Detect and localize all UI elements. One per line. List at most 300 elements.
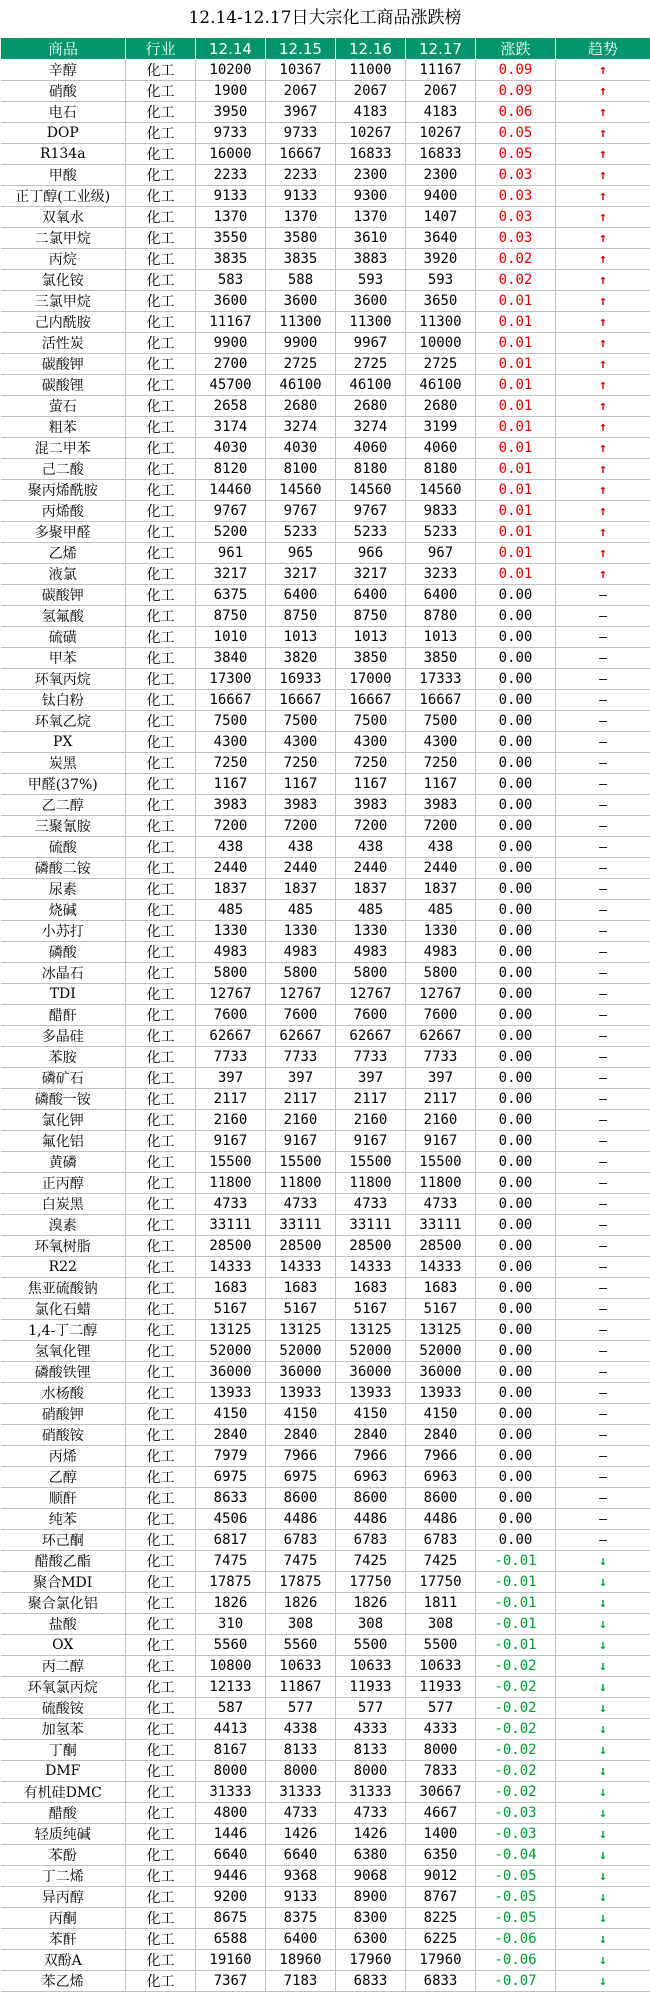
change-cell: 0.00	[476, 1005, 556, 1026]
price-cell-4: 9833	[406, 501, 476, 522]
table-row	[1, 270, 650, 291]
price-cell-2: 3600	[266, 291, 336, 312]
price-cell-3: 6380	[336, 1845, 406, 1866]
change-cell: 0.00	[476, 1047, 556, 1068]
change-cell: -0.01	[476, 1635, 556, 1656]
change-cell: 0.03	[476, 186, 556, 207]
table-row	[1, 1047, 650, 1068]
price-cell-2: 6640	[266, 1845, 336, 1866]
price-cell-2: 9900	[266, 333, 336, 354]
table-row	[1, 207, 650, 228]
change-cell: 0.01	[476, 564, 556, 585]
price-cell-3: 1837	[336, 879, 406, 900]
price-cell-3: 6963	[336, 1467, 406, 1488]
price-cell-4: 4300	[406, 732, 476, 753]
header-date-4: 12.17	[406, 38, 476, 60]
price-cell-3: 308	[336, 1614, 406, 1635]
price-cell-4: 10000	[406, 333, 476, 354]
industry-cell: 化工	[126, 270, 196, 291]
price-cell-2: 12767	[266, 984, 336, 1005]
table-row	[1, 1635, 650, 1656]
industry-cell: 化工	[126, 1446, 196, 1467]
table-row	[1, 501, 650, 522]
price-cell-3: 17750	[336, 1572, 406, 1593]
price-cell-4: 52000	[406, 1341, 476, 1362]
industry-cell: 化工	[126, 1593, 196, 1614]
table-row	[1, 1866, 650, 1887]
industry-cell: 化工	[126, 1173, 196, 1194]
change-cell: 0.05	[476, 144, 556, 165]
dash-icon: –	[556, 732, 650, 753]
price-cell-2: 1013	[266, 627, 336, 648]
table-row	[1, 354, 650, 375]
price-cell-1: 438	[196, 837, 266, 858]
commodity-cell: 焦亚硫酸钠	[1, 1278, 126, 1299]
arrow-down-icon: ↓	[556, 1551, 650, 1572]
table-row	[1, 165, 650, 186]
industry-cell: 化工	[126, 585, 196, 606]
table-row	[1, 795, 650, 816]
price-cell-3: 28500	[336, 1236, 406, 1257]
commodity-cell: R134a	[1, 144, 126, 165]
price-cell-1: 6640	[196, 1845, 266, 1866]
price-cell-1: 310	[196, 1614, 266, 1635]
price-cell-3: 397	[336, 1068, 406, 1089]
change-cell: 0.00	[476, 1257, 556, 1278]
arrow-down-icon: ↓	[556, 1782, 650, 1803]
commodity-cell: 正丙醇	[1, 1173, 126, 1194]
arrow-down-icon: ↓	[556, 1971, 650, 1992]
industry-cell: 化工	[126, 396, 196, 417]
commodity-cell: 黄磷	[1, 1152, 126, 1173]
industry-cell: 化工	[126, 354, 196, 375]
commodity-cell: 磷酸	[1, 942, 126, 963]
price-cell-4: 4060	[406, 438, 476, 459]
table-row	[1, 669, 650, 690]
industry-cell: 化工	[126, 1929, 196, 1950]
price-cell-3: 4733	[336, 1803, 406, 1824]
table-row	[1, 1005, 650, 1026]
header-change: 涨跌	[476, 38, 556, 60]
price-cell-4: 5800	[406, 963, 476, 984]
price-cell-4: 1330	[406, 921, 476, 942]
price-cell-4: 15500	[406, 1152, 476, 1173]
change-cell: 0.03	[476, 207, 556, 228]
industry-cell: 化工	[126, 1131, 196, 1152]
table-body	[1, 60, 650, 1992]
price-cell-3: 1683	[336, 1278, 406, 1299]
price-cell-1: 13125	[196, 1320, 266, 1341]
change-cell: 0.00	[476, 879, 556, 900]
price-cell-2: 16933	[266, 669, 336, 690]
price-cell-1: 6375	[196, 585, 266, 606]
change-cell: -0.02	[476, 1782, 556, 1803]
industry-cell: 化工	[126, 879, 196, 900]
commodity-cell: 环氧树脂	[1, 1236, 126, 1257]
price-cell-4: 11167	[406, 60, 476, 81]
dash-icon: –	[556, 858, 650, 879]
price-cell-2: 1330	[266, 921, 336, 942]
commodity-cell: 乙二醇	[1, 795, 126, 816]
price-cell-2: 13125	[266, 1320, 336, 1341]
price-cell-4: 3983	[406, 795, 476, 816]
change-cell: 0.00	[476, 1068, 556, 1089]
price-cell-2: 3820	[266, 648, 336, 669]
commodity-cell: 萤石	[1, 396, 126, 417]
change-cell: -0.01	[476, 1551, 556, 1572]
industry-cell: 化工	[126, 333, 196, 354]
price-cell-3: 4060	[336, 438, 406, 459]
change-cell: 0.00	[476, 837, 556, 858]
dash-icon: –	[556, 1278, 650, 1299]
dash-icon: –	[556, 711, 650, 732]
table-row	[1, 1488, 650, 1509]
dash-icon: –	[556, 963, 650, 984]
table-row	[1, 1908, 650, 1929]
price-cell-3: 11000	[336, 60, 406, 81]
commodity-cell: 烧碱	[1, 900, 126, 921]
industry-cell: 化工	[126, 1509, 196, 1530]
industry-cell: 化工	[126, 1404, 196, 1425]
price-cell-2: 397	[266, 1068, 336, 1089]
table-row	[1, 459, 650, 480]
price-cell-2: 3983	[266, 795, 336, 816]
arrow-up-icon: ↑	[556, 312, 650, 333]
table-row	[1, 879, 650, 900]
price-cell-2: 7500	[266, 711, 336, 732]
commodity-table	[0, 37, 650, 1992]
price-cell-1: 28500	[196, 1236, 266, 1257]
price-cell-4: 4983	[406, 942, 476, 963]
price-cell-1: 4506	[196, 1509, 266, 1530]
table-row	[1, 1509, 650, 1530]
price-cell-3: 4333	[336, 1719, 406, 1740]
price-cell-4: 4150	[406, 1404, 476, 1425]
price-cell-3: 2440	[336, 858, 406, 879]
price-cell-1: 3174	[196, 417, 266, 438]
price-cell-3: 2840	[336, 1425, 406, 1446]
change-cell: 0.00	[476, 1341, 556, 1362]
dash-icon: –	[556, 606, 650, 627]
price-cell-4: 1167	[406, 774, 476, 795]
commodity-cell: 多聚甲醛	[1, 522, 126, 543]
change-cell: 0.00	[476, 1530, 556, 1551]
commodity-cell: 辛醇	[1, 60, 126, 81]
price-cell-1: 16000	[196, 144, 266, 165]
industry-cell: 化工	[126, 942, 196, 963]
table-row	[1, 1761, 650, 1782]
table-row	[1, 1929, 650, 1950]
price-cell-1: 2117	[196, 1089, 266, 1110]
commodity-cell: 异丙醇	[1, 1887, 126, 1908]
price-cell-4: 3199	[406, 417, 476, 438]
industry-cell: 化工	[126, 1530, 196, 1551]
table-row	[1, 60, 650, 81]
arrow-up-icon: ↑	[556, 438, 650, 459]
table-row	[1, 921, 650, 942]
arrow-up-icon: ↑	[556, 207, 650, 228]
price-cell-4: 4667	[406, 1803, 476, 1824]
price-cell-3: 36000	[336, 1362, 406, 1383]
price-cell-2: 8600	[266, 1488, 336, 1509]
price-cell-1: 3840	[196, 648, 266, 669]
arrow-up-icon: ↑	[556, 522, 650, 543]
price-cell-3: 9068	[336, 1866, 406, 1887]
price-cell-3: 1370	[336, 207, 406, 228]
price-cell-4: 12767	[406, 984, 476, 1005]
price-cell-4: 9167	[406, 1131, 476, 1152]
change-cell: 0.09	[476, 81, 556, 102]
price-cell-4: 17333	[406, 669, 476, 690]
price-cell-3: 593	[336, 270, 406, 291]
price-cell-3: 7600	[336, 1005, 406, 1026]
industry-cell: 化工	[126, 1803, 196, 1824]
price-cell-3: 10633	[336, 1656, 406, 1677]
change-cell: 0.00	[476, 942, 556, 963]
price-cell-3: 4300	[336, 732, 406, 753]
industry-cell: 化工	[126, 900, 196, 921]
change-cell: -0.02	[476, 1761, 556, 1782]
table-row	[1, 1026, 650, 1047]
table-row	[1, 1446, 650, 1467]
price-cell-1: 1330	[196, 921, 266, 942]
change-cell: 0.00	[476, 1026, 556, 1047]
header-trend: 趋势	[556, 38, 650, 60]
change-cell: 0.00	[476, 1215, 556, 1236]
price-cell-2: 6975	[266, 1467, 336, 1488]
price-cell-3: 3600	[336, 291, 406, 312]
price-cell-2: 10367	[266, 60, 336, 81]
price-cell-1: 4413	[196, 1719, 266, 1740]
arrow-up-icon: ↑	[556, 543, 650, 564]
industry-cell: 化工	[126, 1005, 196, 1026]
price-cell-4: 2840	[406, 1425, 476, 1446]
industry-cell: 化工	[126, 165, 196, 186]
price-cell-2: 7183	[266, 1971, 336, 1992]
arrow-down-icon: ↓	[556, 1761, 650, 1782]
price-cell-2: 577	[266, 1698, 336, 1719]
commodity-cell: 磷酸一铵	[1, 1089, 126, 1110]
commodity-cell: 醋酸乙酯	[1, 1551, 126, 1572]
price-cell-1: 961	[196, 543, 266, 564]
change-cell: 0.00	[476, 1488, 556, 1509]
price-cell-4: 2067	[406, 81, 476, 102]
commodity-cell: 氢氟酸	[1, 606, 126, 627]
change-cell: 0.00	[476, 1278, 556, 1299]
dash-icon: –	[556, 1299, 650, 1320]
price-cell-1: 2700	[196, 354, 266, 375]
table-row	[1, 963, 650, 984]
industry-cell: 化工	[126, 795, 196, 816]
change-cell: 0.03	[476, 165, 556, 186]
arrow-down-icon: ↓	[556, 1677, 650, 1698]
price-cell-2: 7733	[266, 1047, 336, 1068]
industry-cell: 化工	[126, 774, 196, 795]
dash-icon: –	[556, 669, 650, 690]
price-cell-4: 11300	[406, 312, 476, 333]
industry-cell: 化工	[126, 648, 196, 669]
arrow-down-icon: ↓	[556, 1719, 650, 1740]
price-cell-1: 15500	[196, 1152, 266, 1173]
change-cell: 0.01	[476, 312, 556, 333]
change-cell: 0.00	[476, 858, 556, 879]
price-cell-1: 3550	[196, 228, 266, 249]
commodity-cell: 丁酮	[1, 1740, 126, 1761]
price-cell-2: 15500	[266, 1152, 336, 1173]
industry-cell: 化工	[126, 501, 196, 522]
table-row	[1, 984, 650, 1005]
table-row	[1, 438, 650, 459]
change-cell: 0.00	[476, 627, 556, 648]
change-cell: 0.00	[476, 732, 556, 753]
arrow-up-icon: ↑	[556, 375, 650, 396]
price-cell-1: 12133	[196, 1677, 266, 1698]
change-cell: 0.00	[476, 816, 556, 837]
dash-icon: –	[556, 1068, 650, 1089]
price-cell-2: 438	[266, 837, 336, 858]
industry-cell: 化工	[126, 102, 196, 123]
price-cell-1: 9133	[196, 186, 266, 207]
industry-cell: 化工	[126, 1425, 196, 1446]
price-cell-2: 8000	[266, 1761, 336, 1782]
change-cell: 0.03	[476, 228, 556, 249]
price-cell-2: 17875	[266, 1572, 336, 1593]
price-cell-2: 965	[266, 543, 336, 564]
price-cell-1: 9200	[196, 1887, 266, 1908]
change-cell: 0.00	[476, 690, 556, 711]
commodity-cell: 溴素	[1, 1215, 126, 1236]
change-cell: 0.00	[476, 1467, 556, 1488]
change-cell: 0.00	[476, 1404, 556, 1425]
price-cell-2: 52000	[266, 1341, 336, 1362]
dash-icon: –	[556, 1152, 650, 1173]
price-cell-3: 3983	[336, 795, 406, 816]
price-cell-4: 8600	[406, 1488, 476, 1509]
price-cell-3: 2117	[336, 1089, 406, 1110]
industry-cell: 化工	[126, 1614, 196, 1635]
dash-icon: –	[556, 1341, 650, 1362]
commodity-cell: 双氧水	[1, 207, 126, 228]
price-cell-2: 18960	[266, 1950, 336, 1971]
price-cell-4: 30667	[406, 1782, 476, 1803]
price-cell-4: 3650	[406, 291, 476, 312]
commodity-cell: 液氯	[1, 564, 126, 585]
header-industry: 行业	[126, 38, 196, 60]
commodity-cell: 苯酚	[1, 1845, 126, 1866]
price-cell-3: 46100	[336, 375, 406, 396]
industry-cell: 化工	[126, 1698, 196, 1719]
industry-cell: 化工	[126, 1152, 196, 1173]
change-cell: 0.00	[476, 921, 556, 942]
price-cell-1: 16667	[196, 690, 266, 711]
table-row	[1, 1236, 650, 1257]
table-row	[1, 1362, 650, 1383]
change-cell: -0.02	[476, 1656, 556, 1677]
dash-icon: –	[556, 795, 650, 816]
industry-cell: 化工	[126, 711, 196, 732]
industry-cell: 化工	[126, 1971, 196, 1992]
table-row	[1, 1173, 650, 1194]
price-cell-4: 16667	[406, 690, 476, 711]
price-cell-2: 4733	[266, 1803, 336, 1824]
price-cell-4: 10633	[406, 1656, 476, 1677]
price-cell-1: 5560	[196, 1635, 266, 1656]
arrow-up-icon: ↑	[556, 291, 650, 312]
industry-cell: 化工	[126, 1950, 196, 1971]
table-row	[1, 753, 650, 774]
change-cell: -0.02	[476, 1698, 556, 1719]
table-row	[1, 942, 650, 963]
table-row	[1, 732, 650, 753]
dash-icon: –	[556, 1194, 650, 1215]
industry-cell: 化工	[126, 753, 196, 774]
price-cell-1: 2840	[196, 1425, 266, 1446]
dash-icon: –	[556, 1488, 650, 1509]
industry-cell: 化工	[126, 1068, 196, 1089]
dash-icon: –	[556, 900, 650, 921]
commodity-cell: 冰晶石	[1, 963, 126, 984]
price-cell-4: 4333	[406, 1719, 476, 1740]
price-cell-1: 7475	[196, 1551, 266, 1572]
price-cell-2: 2160	[266, 1110, 336, 1131]
table-row	[1, 816, 650, 837]
table-row	[1, 228, 650, 249]
dash-icon: –	[556, 690, 650, 711]
table-row	[1, 627, 650, 648]
commodity-cell: 硝酸铵	[1, 1425, 126, 1446]
price-cell-1: 6817	[196, 1530, 266, 1551]
price-cell-2: 2840	[266, 1425, 336, 1446]
industry-cell: 化工	[126, 60, 196, 81]
price-cell-2: 10633	[266, 1656, 336, 1677]
industry-cell: 化工	[126, 837, 196, 858]
commodity-cell: DOP	[1, 123, 126, 144]
price-cell-4: 4183	[406, 102, 476, 123]
change-cell: 0.01	[476, 543, 556, 564]
change-cell: 0.02	[476, 270, 556, 291]
price-cell-4: 6350	[406, 1845, 476, 1866]
industry-cell: 化工	[126, 459, 196, 480]
industry-cell: 化工	[126, 1047, 196, 1068]
price-cell-2: 31333	[266, 1782, 336, 1803]
price-cell-4: 17750	[406, 1572, 476, 1593]
price-cell-4: 11933	[406, 1677, 476, 1698]
change-cell: -0.02	[476, 1719, 556, 1740]
change-cell: -0.02	[476, 1740, 556, 1761]
commodity-cell: 氯化钾	[1, 1110, 126, 1131]
table-row	[1, 1782, 650, 1803]
arrow-up-icon: ↑	[556, 396, 650, 417]
price-cell-2: 7250	[266, 753, 336, 774]
industry-cell: 化工	[126, 1467, 196, 1488]
dash-icon: –	[556, 1446, 650, 1467]
price-cell-1: 12767	[196, 984, 266, 1005]
price-cell-2: 4733	[266, 1194, 336, 1215]
price-cell-3: 33111	[336, 1215, 406, 1236]
commodity-cell: 丙烷	[1, 249, 126, 270]
price-cell-1: 8633	[196, 1488, 266, 1509]
change-cell: 0.01	[476, 396, 556, 417]
price-cell-1: 9446	[196, 1866, 266, 1887]
price-cell-4: 7200	[406, 816, 476, 837]
commodity-cell: 丙烯	[1, 1446, 126, 1467]
arrow-up-icon: ↑	[556, 417, 650, 438]
price-cell-4: 33111	[406, 1215, 476, 1236]
dash-icon: –	[556, 1110, 650, 1131]
price-cell-1: 5200	[196, 522, 266, 543]
price-cell-2: 308	[266, 1614, 336, 1635]
table-row	[1, 522, 650, 543]
